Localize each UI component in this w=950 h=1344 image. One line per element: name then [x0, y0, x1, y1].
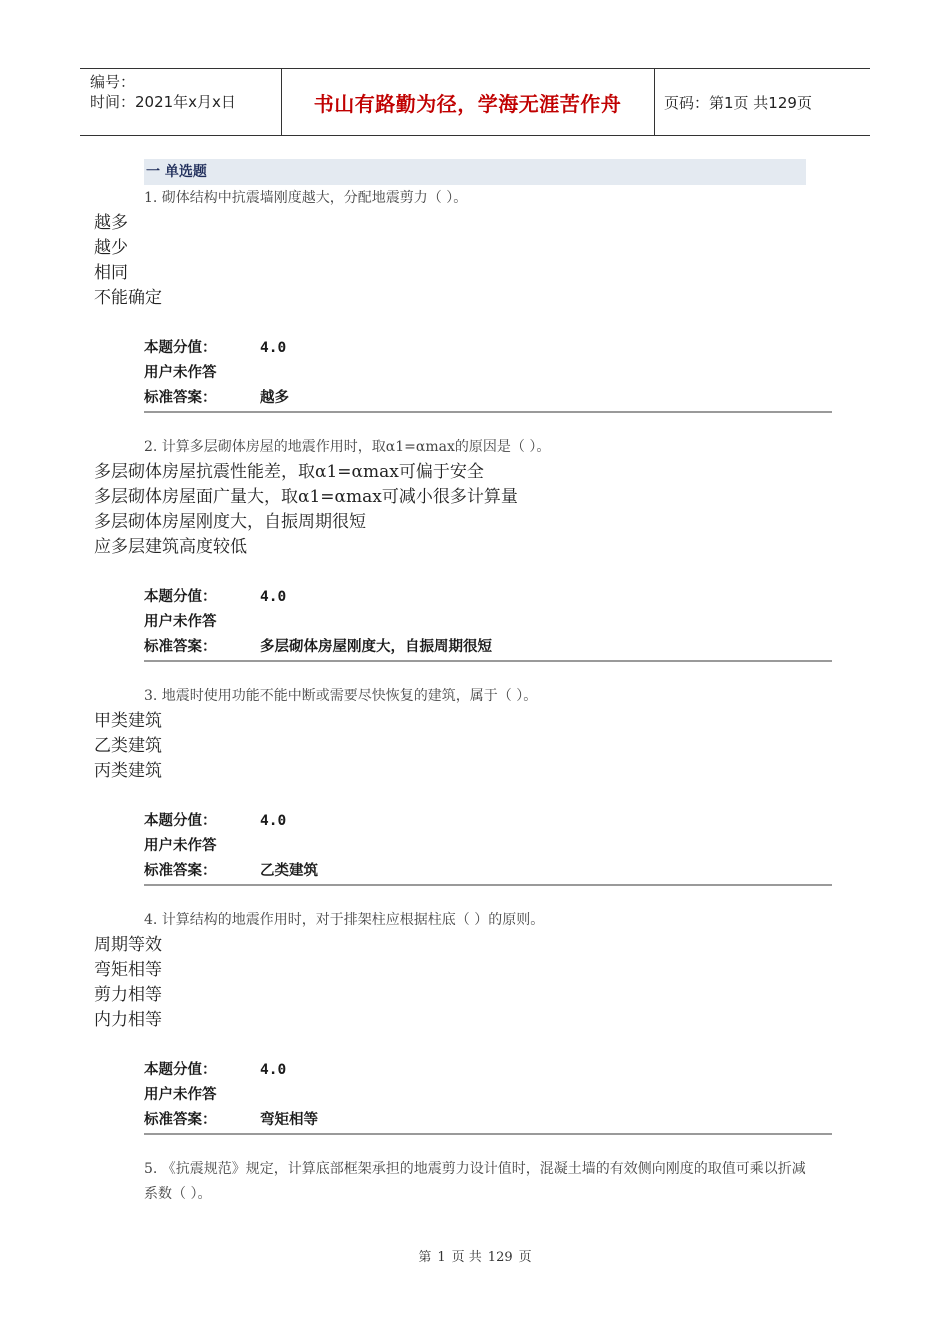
- user-status: 用户未作答: [144, 1087, 217, 1103]
- option[interactable]: 周期等效: [94, 935, 162, 955]
- section-title: 一 单选题: [144, 159, 806, 185]
- question-5-text: 5. 《抗震规范》规定，计算底部框架承担的地震剪力设计值时，混凝土墙的有效侧向刚度的取值可乘以折减系数（ ）。: [144, 1161, 806, 1202]
- question-2-meta: [144, 585, 832, 662]
- option[interactable]: 越多: [94, 213, 128, 233]
- question-1-options: [94, 211, 162, 311]
- question-3-meta: [144, 809, 832, 886]
- option[interactable]: 弯矩相等: [94, 960, 162, 980]
- answer-label: 标准答案：: [144, 639, 217, 655]
- answer-label: 标准答案：: [144, 863, 217, 879]
- user-status: 用户未作答: [144, 365, 217, 381]
- user-status: 用户未作答: [144, 614, 217, 630]
- question-2-options: [94, 460, 518, 560]
- question-1-text: 1. 砌体结构中抗震墙刚度越大，分配地震剪力（ ）。: [144, 190, 468, 206]
- option[interactable]: 甲类建筑: [94, 711, 162, 731]
- score-label: 本题分值：: [144, 340, 217, 356]
- score-value: 4.0: [260, 589, 287, 605]
- option[interactable]: 多层砌体房屋面广量大，取α1=αmax可减小很多计算量: [94, 487, 518, 507]
- footer-mid: 页 共: [451, 1250, 482, 1265]
- score-label: 本题分值：: [144, 813, 217, 829]
- footer-prefix: 第: [418, 1250, 432, 1265]
- user-status: 用户未作答: [144, 838, 217, 854]
- option[interactable]: 越少: [94, 238, 128, 258]
- footer-suffix: 页: [518, 1250, 532, 1265]
- motto-text: 书山有路勤为径，学海无涯苦作舟: [313, 91, 622, 116]
- answer-value: 乙类建筑: [260, 863, 318, 879]
- answer-value: 越多: [260, 390, 289, 406]
- score-label: 本题分值：: [144, 589, 217, 605]
- question-3-text: 3. 地震时使用功能不能中断或需要尽快恢复的建筑，属于（ ）。: [144, 688, 538, 704]
- option[interactable]: 丙类建筑: [94, 761, 162, 781]
- time-label: 时间：2021年x月x日: [90, 93, 236, 111]
- answer-value: 多层砌体房屋刚度大，自振周期很短: [260, 639, 492, 655]
- option[interactable]: 应多层建筑高度较低: [94, 537, 247, 557]
- header-page-cell: [655, 69, 870, 135]
- option[interactable]: 相同: [94, 263, 128, 283]
- footer-total-pages: 129: [487, 1250, 513, 1265]
- score-label: 本题分值：: [144, 1062, 217, 1078]
- question-4-text: 4. 计算结构的地震作用时，对于排架柱应根据柱底（ ）的原则。: [144, 912, 545, 928]
- option[interactable]: 不能确定: [94, 288, 162, 308]
- score-value: 4.0: [260, 1062, 287, 1078]
- option[interactable]: 多层砌体房屋抗震性能差，取α1=αmax可偏于安全: [94, 462, 484, 482]
- question-4-options: [94, 933, 162, 1033]
- page-footer: [0, 1246, 950, 1265]
- header-left-cell: [80, 69, 282, 135]
- answer-label: 标准答案：: [144, 1112, 217, 1128]
- question-3-options: [94, 709, 162, 784]
- answer-value: 弯矩相等: [260, 1112, 318, 1128]
- option[interactable]: 内力相等: [94, 1010, 162, 1030]
- page-header: [80, 68, 870, 136]
- question-2-text: 2. 计算多层砌体房屋的地震作用时，取α1=αmax的原因是（ ）。: [144, 439, 551, 455]
- answer-label: 标准答案：: [144, 390, 217, 406]
- option[interactable]: 剪力相等: [94, 985, 162, 1005]
- page-info: 页码：第1页 共129页: [664, 93, 812, 112]
- option[interactable]: 多层砌体房屋刚度大，自振周期很短: [94, 512, 366, 532]
- score-value: 4.0: [260, 813, 287, 829]
- question-4-meta: [144, 1058, 832, 1135]
- header-motto-cell: [281, 69, 655, 135]
- footer-page-number: 1: [437, 1250, 446, 1265]
- score-value: 4.0: [260, 340, 287, 356]
- question-1-meta: [144, 336, 832, 413]
- serial-label: 编号：: [90, 73, 136, 91]
- option[interactable]: 乙类建筑: [94, 736, 162, 756]
